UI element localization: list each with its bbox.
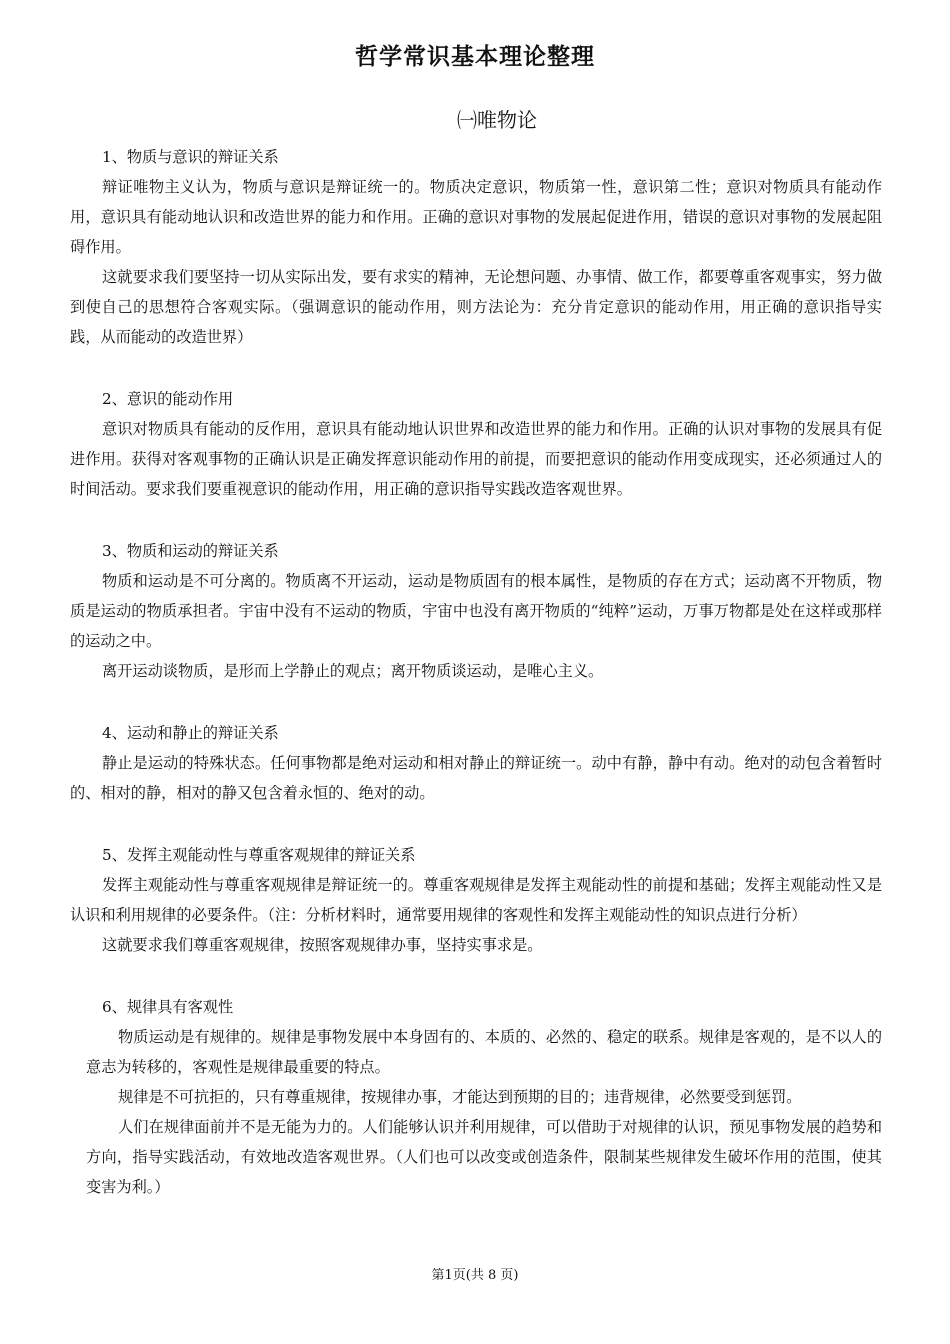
paragraph: 静止是运动的特殊状态。任何事物都是绝对运动和相对静止的辩证统一。动中有静，静中有动。绝对的动包含着暂时的、相对的静，相对的静又包含着永恒的、绝对的动。 bbox=[70, 754, 882, 802]
section-heading: 1、物质与意识的辩证关系 bbox=[102, 148, 279, 166]
paragraph: 规律是不可抗拒的，只有尊重规律，按规律办事，才能达到预期的目的；违背规律，必然要受到惩罚。 bbox=[118, 1088, 802, 1106]
section-2 bbox=[70, 384, 882, 504]
section-heading: 4、运动和静止的辩证关系 bbox=[102, 724, 279, 742]
paragraph: 物质和运动是不可分离的。物质离不开运动，运动是物质固有的根本属性，是物质的存在方式；运动离不开物质，物质是运动的物质承担者。宇宙中没有不运动的物质，宇宙中也没有离开物质的“纯粹”运动，万事万物都是处在这样或那样的运动之中。 bbox=[70, 572, 882, 650]
section-heading: 5、发挥主观能动性与尊重客观规律的辩证关系 bbox=[102, 846, 416, 864]
section-heading: 3、物质和运动的辩证关系 bbox=[102, 542, 279, 560]
paragraph: 物质运动是有规律的。规律是事物发展中本身固有的、本质的、必然的、稳定的联系。规律是客观的，是不以人的意志为转移的，客观性是规律最重要的特点。 bbox=[86, 1028, 882, 1076]
document-body bbox=[70, 142, 882, 1202]
paragraph: 意识对物质具有能动的反作用，意识具有能动地认识世界和改造世界的能力和作用。正确的认识对事物的发展具有促进作用。获得对客观事物的正确认识是正确发挥意识能动作用的前提，而要把意识的能动作用变成现实，还必须通过人的时间活动。要求我们要重视意识的能动作用，用正确的意识指导实践改造客观世界。 bbox=[70, 420, 882, 498]
page-number-footer: 第1页(共 8 页) bbox=[431, 1268, 519, 1283]
section-3 bbox=[70, 536, 882, 686]
paragraph: 发挥主观能动性与尊重客观规律是辩证统一的。尊重客观规律是发挥主观能动性的前提和基础；发挥主观能动性又是认识和利用规律的必要条件。（注：分析材料时，通常要用规律的客观性和发挥主观能动性的知识点进行分析） bbox=[70, 876, 882, 924]
paragraph: 辩证唯物主义认为，物质与意识是辩证统一的。物质决定意识，物质第一性，意识第二性；意识对物质具有能动作用，意识具有能动地认识和改造世界的能力和作用。正确的意识对事物的发展起促进作用，错误的意识对事物的发展起阻碍作用。 bbox=[70, 178, 882, 256]
section-6 bbox=[70, 992, 882, 1202]
section-5 bbox=[70, 840, 882, 960]
paragraph: 这就要求我们尊重客观规律，按照客观规律办事，坚持实事求是。 bbox=[102, 936, 543, 954]
section-1 bbox=[70, 142, 882, 352]
paragraph: 这就要求我们要坚持一切从实际出发，要有求实的精神，无论想问题、办事情、做工作，都要尊重客观事实，努力做到使自己的思想符合客观实际。（强调意识的能动作用，则方法论为：充分肯定意识的能动作用，用正确的意识指导实践，从而能动的改造世界） bbox=[70, 268, 882, 346]
document-title: 哲学常识基本理论整理 bbox=[355, 44, 595, 70]
section-subtitle: ㈠唯物论 bbox=[457, 108, 537, 132]
paragraph: 离开运动谈物质，是形而上学静止的观点；离开物质谈运动，是唯心主义。 bbox=[102, 662, 604, 680]
section-heading: 2、意识的能动作用 bbox=[102, 390, 234, 408]
section-4 bbox=[70, 718, 882, 808]
paragraph: 人们在规律面前并不是无能为力的。人们能够认识并利用规律，可以借助于对规律的认识，预见事物发展的趋势和方向，指导实践活动，有效地改造客观世界。（人们也可以改变或创造条件，限制某些规律发生破坏作用的范围，使其变害为利。） bbox=[86, 1118, 882, 1196]
section-heading: 6、规律具有客观性 bbox=[102, 998, 234, 1016]
